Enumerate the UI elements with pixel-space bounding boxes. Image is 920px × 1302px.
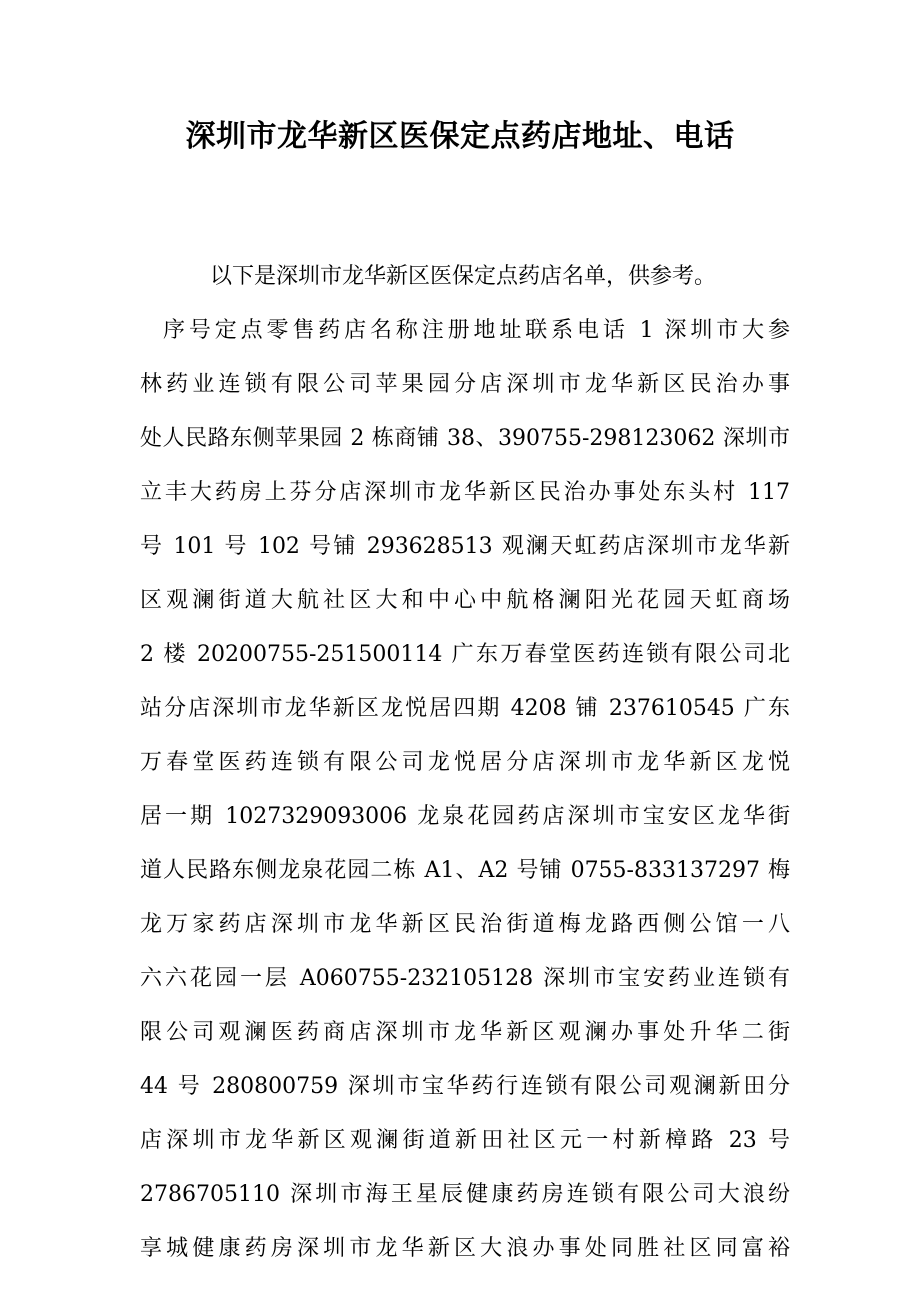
body-text-line: 2786705110 深圳市海王星辰健康药房连锁有限公司大浪纷: [140, 1182, 790, 1207]
body-text-line: 站分店深圳市龙华新区龙悦居四期 4208 铺 237610545 广东: [140, 696, 790, 721]
body-text-line: 林药业连锁有限公司苹果园分店深圳市龙华新区民治办事: [140, 372, 790, 397]
intro-paragraph: 以下是深圳市龙华新区医保定点药店名单，供参考。: [210, 264, 717, 289]
body-text-line: 号 101 号 102 号铺 293628513 观澜天虹药店深圳市龙华新: [140, 534, 790, 559]
document-title: 深圳市龙华新区医保定点药店地址、电话: [185, 119, 735, 154]
body-text-line: 处人民路东侧苹果园 2 栋商铺 38、390755-298123062 深圳市: [140, 426, 790, 451]
body-text-line: 2 楼 20200755-251500114 广东万春堂医药连锁有限公司北: [140, 642, 790, 667]
body-text-line: 居一期 1027329093006 龙泉花园药店深圳市宝安区龙华街: [140, 804, 790, 829]
body-text-line: 限公司观澜医药商店深圳市龙华新区观澜办事处升华二街: [140, 1020, 790, 1045]
body-text-line: 区观澜街道大航社区大和中心中航格澜阳光花园天虹商场: [140, 588, 790, 613]
body-text-line: 序号定点零售药店名称注册地址联系电话 1 深圳市大参: [163, 318, 790, 343]
body-text-line: 立丰大药房上芬分店深圳市龙华新区民治办事处东头村 117: [140, 480, 790, 505]
body-text-line: 万春堂医药连锁有限公司龙悦居分店深圳市龙华新区龙悦: [140, 750, 790, 775]
body-text-line: 享城健康药房深圳市龙华新区大浪办事处同胜社区同富裕: [140, 1236, 790, 1261]
body-text-line: 44 号 280800759 深圳市宝华药行连锁有限公司观澜新田分: [140, 1074, 790, 1099]
body-text-line: 龙万家药店深圳市龙华新区民治街道梅龙路西侧公馆一八: [140, 912, 790, 937]
body-text-line: 六六花园一层 A060755-232105128 深圳市宝安药业连锁有: [140, 966, 790, 991]
body-text-line: 道人民路东侧龙泉花园二栋 A1、A2 号铺 0755-833137297 梅: [140, 858, 790, 883]
body-text-line: 店深圳市龙华新区观澜街道新田社区元一村新樟路 23 号: [140, 1128, 790, 1153]
